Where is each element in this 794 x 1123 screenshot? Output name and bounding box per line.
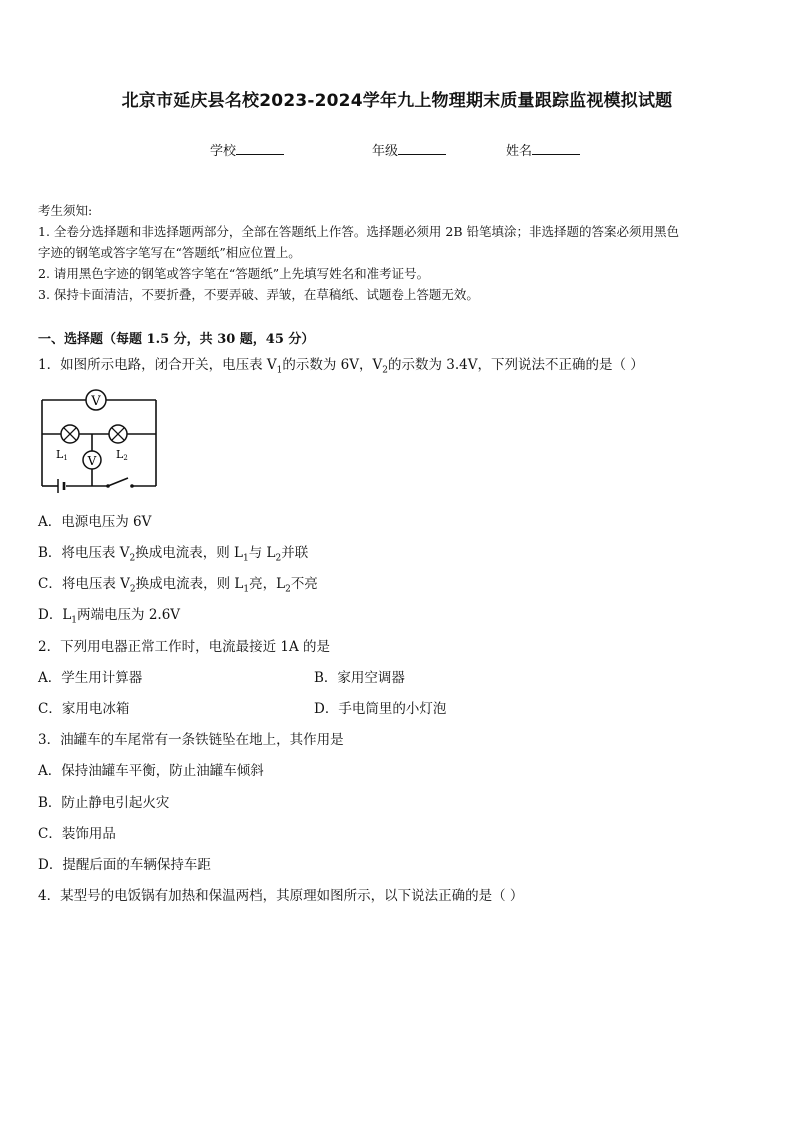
grade-blank[interactable] bbox=[398, 141, 446, 155]
q1-option-a[interactable]: A．电源电压为 6V bbox=[38, 514, 152, 530]
school-label: 学校 bbox=[210, 144, 237, 159]
section-heading: 一、选择题（每题 1.5 分，共 30 题，45 分） bbox=[38, 332, 315, 347]
notice-item-2: 2. 请用黑色字迹的钢笔或答字笔在“答题纸”上先填写姓名和准考证号。 bbox=[38, 266, 430, 281]
notice-heading: 考生须知: bbox=[38, 203, 93, 218]
q1-text-a: 1．如图所示电路，闭合开关，电压表 V bbox=[38, 357, 277, 373]
lamp-l1-label: L1 bbox=[56, 448, 68, 462]
circuit-diagram bbox=[36, 386, 166, 496]
q2-option-d[interactable]: D．手电筒里的小灯泡 bbox=[314, 701, 447, 717]
question-2-stem: 2．下列用电器正常工作时，电流最接近 1A 的是 bbox=[38, 639, 331, 655]
notice-item-1: 1. 全卷分选择题和非选择题两部分，全部在答题纸上作答。选择题必须用 2B 铅笔填涂；非选择题的答案必须用黑色 bbox=[38, 224, 679, 239]
question-3-stem: 3．油罐车的车尾常有一条铁链坠在地上，其作用是 bbox=[38, 732, 344, 748]
page-title: 北京市延庆县名校2023-2024学年九上物理期末质量跟踪监视模拟试题 bbox=[121, 91, 673, 111]
q1-option-d[interactable]: D．$L_1$两端电压为 2.6V bbox=[38, 607, 181, 626]
q2-option-a[interactable]: A．学生用计算器 bbox=[38, 670, 143, 686]
q3-option-c[interactable]: C．装饰用品 bbox=[38, 826, 116, 842]
battery-icon bbox=[58, 479, 64, 493]
voltmeter-top-label: V bbox=[91, 394, 101, 409]
q3-option-a[interactable]: A．保持油罐车平衡，防止油罐车倾斜 bbox=[38, 763, 264, 779]
voltmeter-top-icon bbox=[86, 390, 106, 410]
name-label: 姓名 bbox=[506, 144, 533, 159]
school-blank[interactable] bbox=[236, 141, 284, 155]
q1-sub-1: 1 bbox=[276, 365, 283, 376]
voltmeter-mid-label: V bbox=[87, 454, 97, 468]
notice-item-1-cont: 字迹的钢笔或答字笔写在“答题纸”相应位置上。 bbox=[38, 245, 301, 260]
notice-item-3: 3. 保持卡面清洁，不要折叠，不要弄破、弄皱，在草稿纸、试题卷上答题无效。 bbox=[38, 287, 479, 302]
q1-option-b[interactable]: B．将电压表 $V_2$换成电流表，则 $L_1$与 $L_2$并联 bbox=[38, 545, 309, 564]
question-4-stem: 4．某型号的电饭锅有加热和保温两档，其原理如图所示，以下说法正确的是（ ） bbox=[38, 888, 524, 904]
name-field bbox=[506, 140, 580, 159]
grade-field bbox=[372, 140, 446, 159]
q1-option-c[interactable]: C．将电压表 $V_2$换成电流表，则 $L_1$亮，$L_2$不亮 bbox=[38, 576, 318, 595]
q1-sub-2: 2 bbox=[382, 365, 388, 376]
lamp-l2-icon bbox=[109, 425, 127, 443]
voltmeter-mid-icon bbox=[83, 451, 101, 469]
q3-option-b[interactable]: B．防止静电引起火灾 bbox=[38, 795, 170, 811]
q2-option-b[interactable]: B．家用空调器 bbox=[314, 670, 405, 686]
q2-option-c[interactable]: C．家用电冰箱 bbox=[38, 701, 130, 717]
name-blank[interactable] bbox=[532, 141, 580, 155]
q1-text-c: 的示数为 3.4V，下列说法不正确的是（ ） bbox=[388, 357, 644, 373]
question-1-stem bbox=[38, 353, 644, 376]
q3-option-d[interactable]: D．提醒后面的车辆保持车距 bbox=[38, 857, 211, 873]
lamp-l2-label: L2 bbox=[116, 448, 128, 462]
grade-label: 年级 bbox=[372, 144, 399, 159]
q1-text-b: 的示数为 6V，V bbox=[282, 357, 383, 373]
school-field bbox=[210, 140, 284, 159]
lamp-l1-icon bbox=[61, 425, 79, 443]
